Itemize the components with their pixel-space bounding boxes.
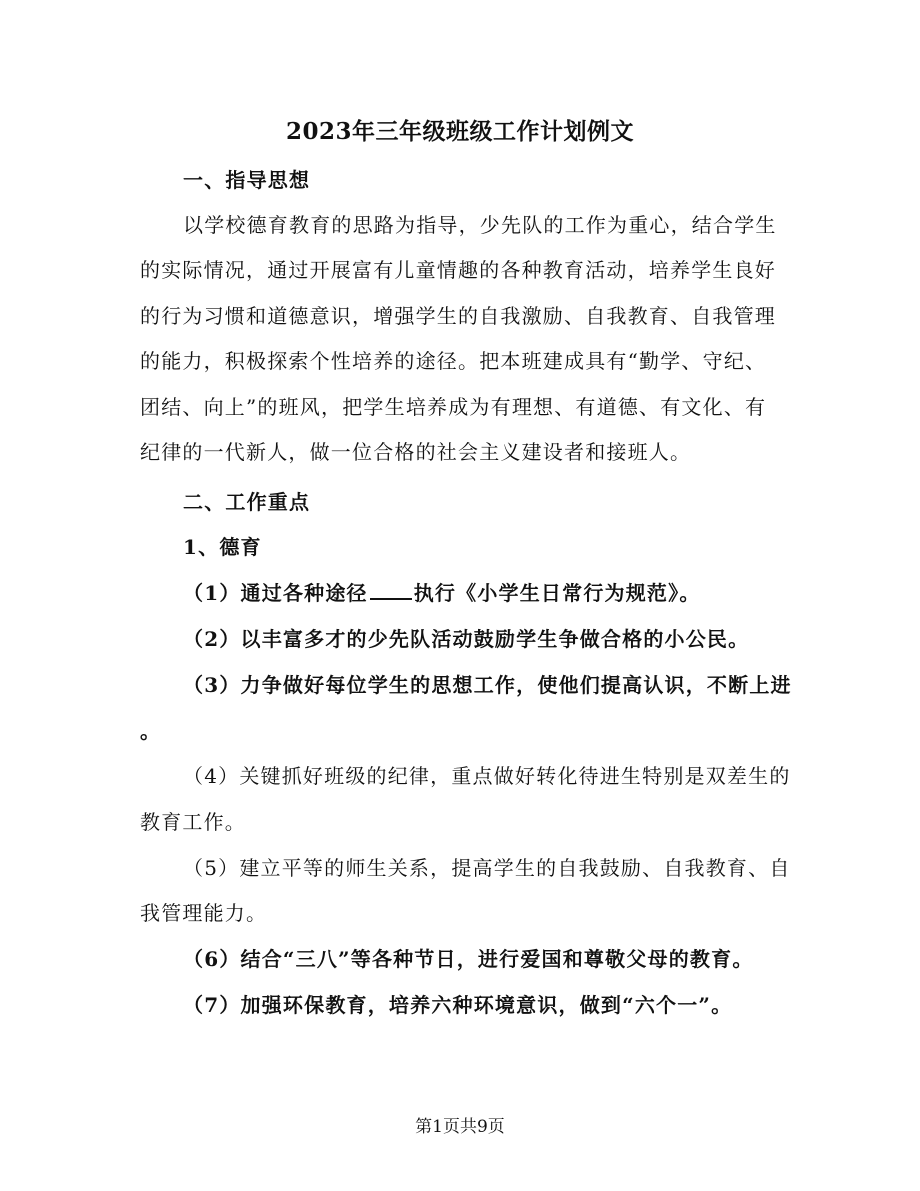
subsection-heading-moral-education: 1、德育 [183,535,262,559]
list-item-6: （6）结合“三八”等各种节日，进行爱国和尊敬父母的教育。 [183,947,754,971]
list-item-1 [183,580,701,606]
list-item-5-continuation: 我管理能力。 [140,901,268,925]
list-item-text: 执行《小学生日常行为规范》。 [413,581,701,605]
list-item-7: （7）加强环保教育，培养六种环境意识，做到“六个一”。 [183,993,733,1017]
section-heading-work-focus: 二、工作重点 [183,490,311,514]
list-item-3-continuation: 。 [140,719,162,743]
paragraph-line: 的实际情况，通过开展富有儿童情趣的各种教育活动，培养学生良好 [140,258,776,282]
page-title: 2023年三年级班级工作计划例文 [285,118,634,145]
list-item-4-continuation: 教育工作。 [140,810,246,834]
list-item-2: （2）以丰富多才的少先队活动鼓励学生争做合格的小公民。 [183,627,750,651]
list-item-4: （4）关键抓好班级的纪律，重点做好转化待进生特别是双差生的 [183,764,791,788]
list-item-5: （5）建立平等的师生关系，提高学生的自我鼓励、自我教育、自 [183,856,791,880]
paragraph-line: 纪律的一代新人，做一位合格的社会主义建设者和接班人。 [140,440,692,464]
list-item-3: （3）力争做好每位学生的思想工作，使他们提高认识，不断上进 [183,673,792,697]
list-item-text: （1）通过各种途径 [183,581,368,605]
section-heading-guiding-thought: 一、指导思想 [183,168,311,192]
paragraph-line: 团结、向上”的班风，把学生培养成为有理想、有道德、有文化、有 [140,395,767,419]
paragraph-line: 以学校德育教育的思路为指导，少先队的工作为重心，结合学生 [183,213,777,237]
fill-in-blank [370,582,412,600]
page-number-footer: 第1页共9页 [415,1117,505,1137]
paragraph-line: 的行为习惯和道德意识，增强学生的自我激励、自我教育、自我管理 [140,304,776,328]
paragraph-line: 的能力，积极探索个性培养的途径。把本班建成具有“勤学、守纪、 [140,349,767,373]
